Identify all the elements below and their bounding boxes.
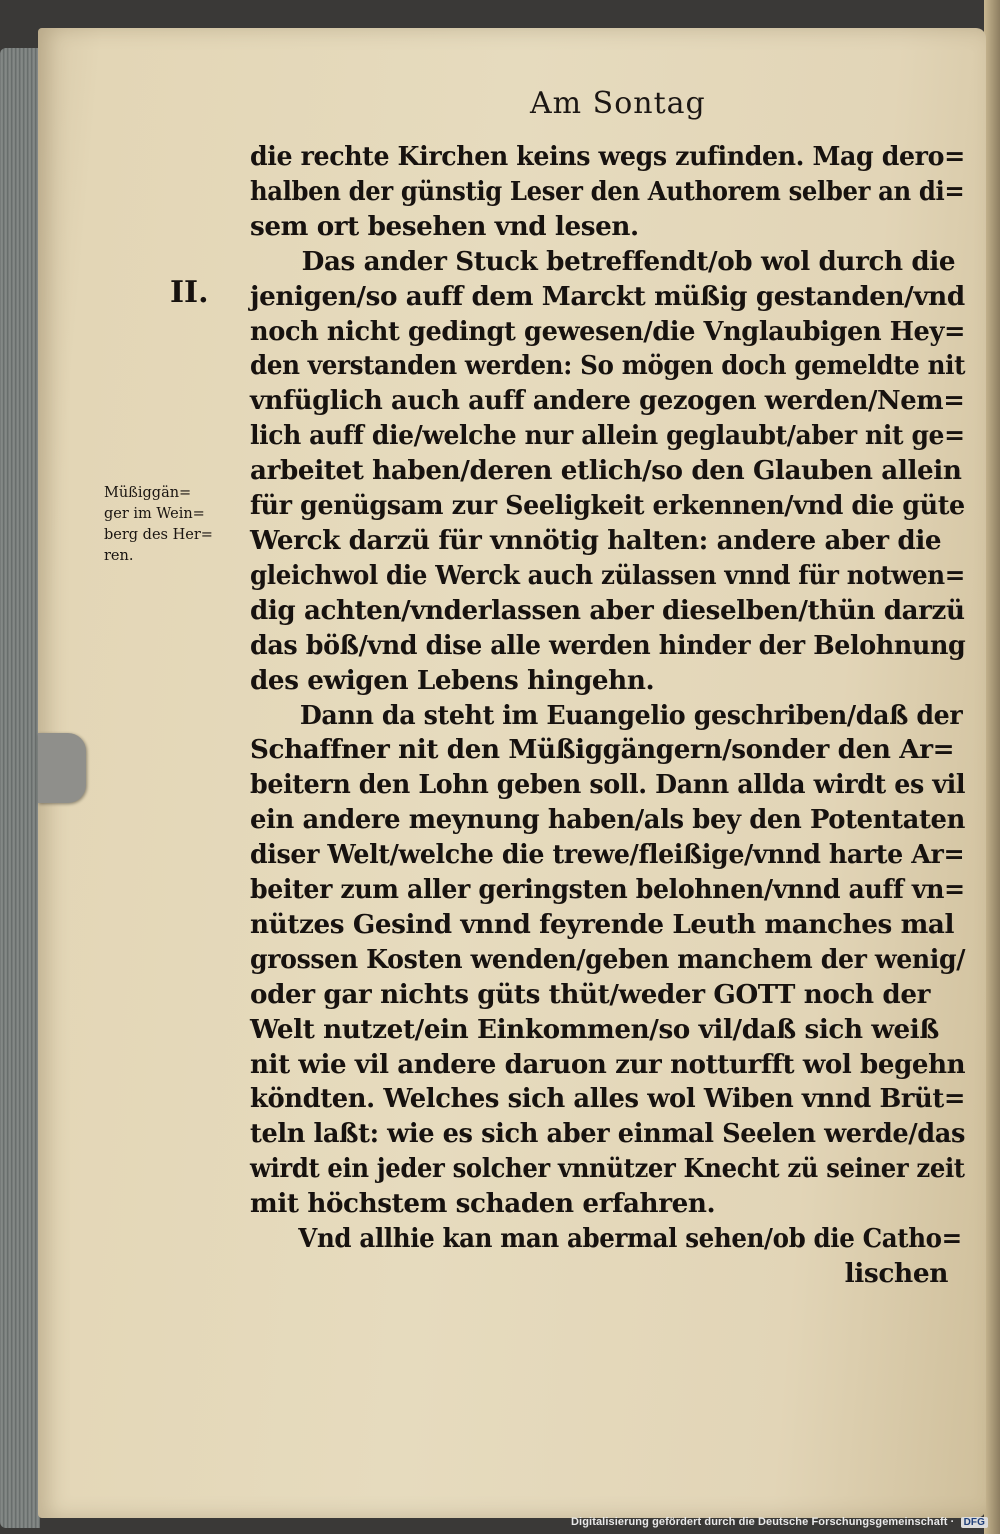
text-line: dig achten/vnderlassen aber dieselben/thün darzü — [250, 594, 965, 626]
footer-credit: Digitalisierung gefördert durch die Deutsche Forschungsgemeinschaft · DFG — [571, 1516, 988, 1528]
main-text-block — [250, 140, 970, 1292]
text-line: Schaffner nit den Müßiggängern/sonder den Ar= — [250, 734, 955, 766]
book-edge-left — [0, 48, 40, 1528]
text-line: das böß/vnd dise alle werden hinder der Belohnung — [250, 629, 966, 661]
catchword: lischen — [844, 1258, 948, 1289]
text-line: Dann da steht im Euangelio geschriben/daß der — [299, 699, 963, 731]
text-line: beiter zum aller geringsten belohnen/vnnd auff vn= — [250, 874, 965, 906]
text-line: Vnd allhie kan man abermal sehen/ob die Catho= — [298, 1223, 962, 1255]
text-line: wirdt ein jeder solcher vnnützer Knecht zü seiner zeit — [250, 1153, 965, 1185]
text-line: halben der günstig Leser den Authorem selber an di= — [250, 175, 965, 207]
text-line: nützes Gesind vnnd feyrende Leuth manches mal — [250, 908, 955, 940]
marginal-note-line: berg des Her= — [104, 527, 213, 543]
text-line: nit wie vil andere daruon zur notturfft wol begehn — [250, 1048, 966, 1080]
text-line: sem ort besehen vnd lesen. — [250, 210, 639, 242]
text-line: ein andere meynung haben/als bey den Potentaten — [250, 804, 966, 836]
marginal-note — [104, 483, 244, 567]
text-line: diser Welt/welche die trewe/fleißige/vnnd harte Ar= — [250, 839, 965, 871]
text-line: die rechte Kirchen keins wegs zufinden. Mag dero= — [250, 141, 965, 172]
text-line: oder gar nichts güts thüt/weder GOTT noch der — [250, 978, 931, 1010]
text-line: arbeitet haben/deren etlich/so den Glauben allein — [250, 455, 962, 487]
running-title: Am Sontag — [530, 86, 706, 121]
text-line: des ewigen Lebens hingehn. — [250, 664, 655, 696]
page-clip — [38, 733, 86, 803]
text-line: für genügsam zur Seeligkeit erkennen/vnd die güte — [250, 490, 965, 522]
text-line: Werck darzü für vnnötig halten: andere aber die — [250, 524, 942, 556]
text-line: gleichwol die Werck auch zülassen vnnd für notwen= — [250, 559, 965, 591]
text-line: beitern den Lohn geben soll. Dann allda wirdt es vil — [250, 769, 966, 801]
text-line: mit höchstem schaden erfahren. — [250, 1188, 716, 1220]
text-line: Das ander Stuck betreffendt/ob wol durch die — [301, 245, 956, 277]
dfg-logo-icon: DFG — [961, 1517, 988, 1528]
text-line: köndten. Welches sich alles wol Wiben vnnd Brüt= — [250, 1083, 966, 1115]
footer-text: Digitalisierung gefördert durch die Deutsche Forschungsgemeinschaft — [571, 1516, 948, 1528]
marginal-note-line: Müßiggän= — [104, 485, 192, 501]
text-line: grossen Kosten wenden/geben manchem der wenig/ — [250, 943, 966, 975]
text-line: Welt nutzet/ein Einkommen/so vil/daß sich weiß — [250, 1013, 939, 1045]
marginal-note-line: ren. — [104, 548, 134, 564]
marginal-note-line: ger im Wein= — [104, 506, 205, 522]
text-line: noch nicht gedingt gewesen/die Vnglaubigen Hey= — [250, 315, 966, 347]
text-line: vnfüglich auch auff andere gezogen werden/Nem= — [250, 385, 965, 417]
section-number: II. — [170, 275, 209, 310]
text-line: teln laßt: wie es sich aber einmal Seelen werde/das — [250, 1118, 966, 1150]
text-line: jenigen/so auff dem Marckt müßig gestanden/vnd — [250, 280, 965, 312]
text-line: lich auff die/welche nur allein geglaubt/aber nit ge= — [250, 420, 965, 452]
book-edge-right — [984, 0, 1000, 1534]
text-line: den verstanden werden: So mögen doch gemeldte nit — [250, 350, 966, 382]
